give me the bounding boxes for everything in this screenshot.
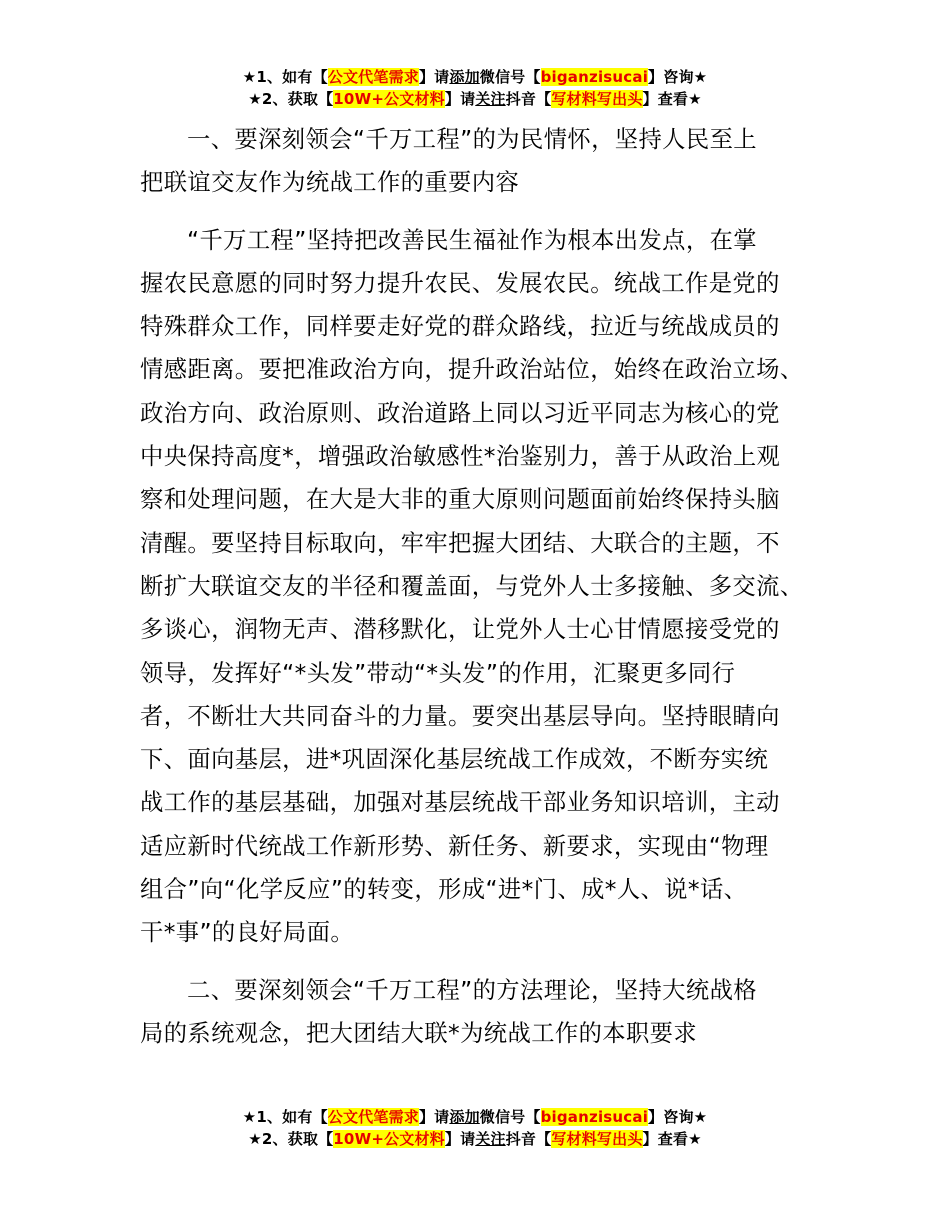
highlight-wechat-id: biganzisucai [540,1108,649,1126]
banner-bracket: 【 [312,68,328,86]
text-line: 二、要深刻领会“千万工程”的方法理论，坚持大统战格 [187,976,757,1004]
banner-bracket: 【 [536,1130,552,1148]
banner-text: ★1、如有 [242,1108,313,1126]
banner-text: 抖音 [505,90,537,108]
highlight-ghostwriting: 公文代笔需求 [327,68,419,86]
banner-bracket: 】 [418,68,435,86]
text-line: 握农民意愿的同时努力提升农民、发展农民。统战工作是党的 [140,269,780,297]
text-line: 察和处理问题，在大是大非的重大原则问题面前始终保持头脑 [140,486,780,514]
highlight-materials: 10W+公文材料 [333,1130,445,1148]
banner-bracket: 【 [525,1108,541,1126]
highlight-materials: 10W+公文材料 [333,90,445,108]
banner-text: 查看★ [657,90,702,108]
body-paragraph [140,219,830,955]
banner-line-2 [0,88,950,110]
banner-text: 微信号 [479,1108,526,1126]
banner-bracket: 【 [318,90,334,108]
text-line: “千万工程”坚持把改善民生福祉作为根本出发点，在掌 [187,226,757,254]
text-line: 战工作的基层基础，加强对基层统战干部业务知识培训，主动 [140,789,780,817]
banner-bracket: 】 [642,90,658,108]
banner-bracket: 【 [318,1130,334,1148]
banner-text: 请 [460,1130,476,1148]
banner-bracket: 】 [444,1130,461,1148]
highlight-douyin-account: 写材料写出头 [551,90,643,108]
highlight-ghostwriting: 公文代笔需求 [327,1108,419,1126]
highlight-wechat-id: biganzisucai [540,68,649,86]
text-line: 者，不断壮大共同奋斗的力量。要突出基层导向。坚持眼睛向 [140,702,780,730]
banner-text: 请 [434,68,450,86]
header-banner [0,66,950,110]
text-line: 中央保持高度*，增强政治敏感性*治鉴别力，善于从政治上观 [140,443,781,471]
text-line: 局的系统观念，把大团结大联*为统战工作的本职要求 [140,1019,698,1047]
banner-underlined: 关注 [475,90,506,108]
text-line: 一、要深刻领会“千万工程”的为民情怀，坚持人民至上 [187,126,757,153]
text-line: 干*事”的良好局面。 [140,919,355,947]
text-line: 领导，发挥好“*头发”带动“*头发”的作用，汇聚更多同行 [140,659,736,687]
banner-bracket: 】 [648,1108,664,1126]
text-line: 把联谊交友作为统战工作的重要内容 [140,169,520,197]
text-line: 特殊群众工作，同样要走好党的群众路线，拉近与统战成员的 [140,313,780,341]
text-line: 断扩大联谊交友的半径和覆盖面，与党外人士多接触、多交流、 [140,572,804,600]
section-heading-2 [140,969,830,1056]
banner-text: 请 [434,1108,450,1126]
banner-bracket: 】 [418,1108,435,1126]
footer-banner [0,1106,950,1150]
document-body [140,118,830,1055]
banner-underlined: 添加 [449,1108,480,1126]
banner-text: 咨询★ [663,1108,708,1126]
text-line: 政治方向、政治原则、政治道路上同以习近平同志为核心的党 [140,399,780,427]
banner-text: 微信号 [479,68,526,86]
text-line: 组合”向“化学反应”的转变，形成“进*门、成*人、说*话、 [140,876,748,904]
banner-bracket: 【 [312,1108,328,1126]
banner-bracket: 】 [642,1130,658,1148]
text-line: 下、面向基层，进*巩固深化基层统战工作成效，不断夯实统 [140,746,769,774]
banner-bracket: 【 [525,68,541,86]
text-line: 清醒。要坚持目标取向，牢牢把握大团结、大联合的主题，不 [140,529,780,557]
banner-bracket: 】 [648,68,664,86]
banner-underlined: 关注 [475,1130,506,1148]
banner-text: 抖音 [505,1130,537,1148]
banner-text: ★1、如有 [242,68,313,86]
banner-text: ★2、获取 [248,1130,319,1148]
banner-line-2 [0,1128,950,1150]
banner-line-1 [0,1106,950,1128]
text-line: 情感距离。要把准政治方向，提升政治站位，始终在政治立场、 [140,356,804,384]
banner-bracket: 】 [444,90,461,108]
banner-line-1 [0,66,950,88]
section-heading-1 [140,118,830,205]
banner-text: 查看★ [657,1130,702,1148]
banner-text: ★2、获取 [248,90,319,108]
banner-text: 咨询★ [663,68,708,86]
banner-underlined: 添加 [449,68,480,86]
banner-bracket: 【 [536,90,552,108]
text-line: 适应新时代统战工作新形势、新任务、新要求，实现由“物理 [140,832,769,860]
banner-text: 请 [460,90,476,108]
text-line: 多谈心，润物无声、潜移默化，让党外人士心甘情愿接受党的 [140,616,780,644]
highlight-douyin-account: 写材料写出头 [551,1130,643,1148]
